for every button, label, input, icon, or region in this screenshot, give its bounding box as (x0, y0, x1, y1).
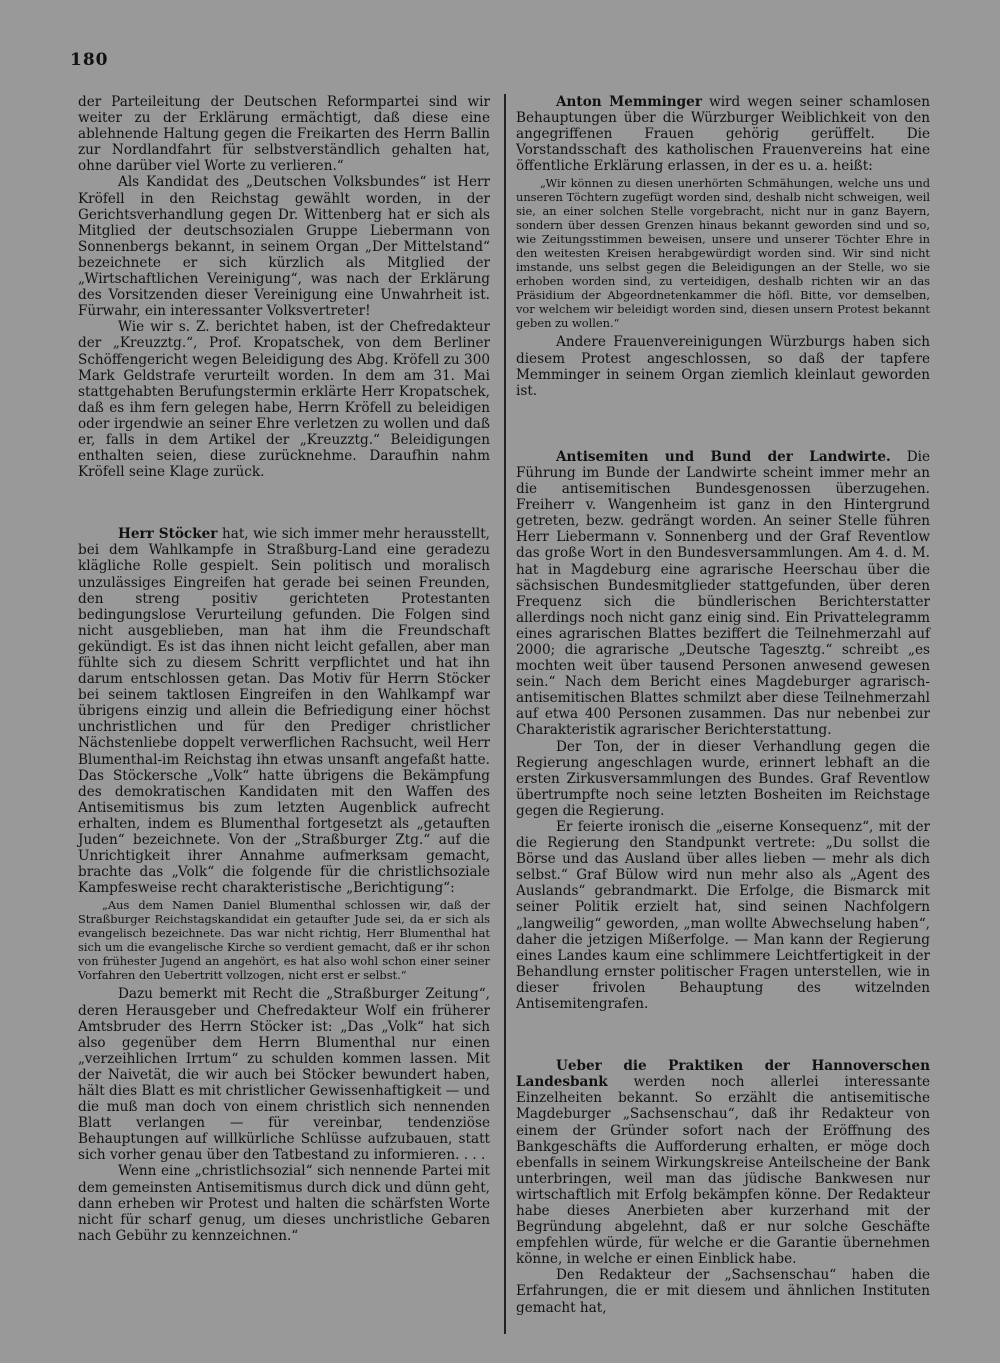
memminger-heading: Anton Memminger (556, 94, 702, 110)
landesbank-paragraph-2: Den Redakteur der „Sachsenschau“ haben die Erfahrungen, die er mit diesem und ähnlichen Instituten gemacht hat, (516, 1267, 930, 1316)
section-spacer (516, 399, 930, 449)
left-column (78, 94, 490, 1244)
stoecker-paragraph-1 (78, 526, 490, 896)
memminger-quote: „Wir können zu diesen unerhörten Schmähungen, welche uns und unseren Töchtern zugefügt worden sind, deshalb nicht schweigen, weil sie, an einer solchen Stelle vorgebracht, nicht nur in ganz Bayern, sondern über dessen Grenzen hinaus bekannt geworden sind und so, wie Zeitungsstimmen beweisen, unsere und unserer Töchter Ehre in den weitesten Kreisen herabgewürdigt worden sind. Wir sind nicht imstande, uns selbst gegen die Beleidigungen an der Stelle, wo sie erhoben worden sind, zu verteidigen, deshalb richten wir an das Präsidium der Abgeordnetenkammer die höfl. Bitte, vor demselben, vor welchem wir beleidigt worden sind, diesen unsern Protest bekannt geben zu wollen.“ (516, 176, 930, 331)
memminger-paragraph-1-text: wird wegen seiner schamlosen Behauptungen über die Würzburger Weiblichkeit von den angegriffenen Frauen gehörig gerüffelt. Die Vorstandsschaft des katholischen Frauenvereins hat eine öffentliche Erklärung erlassen, in der es u. a. heißt: (516, 94, 930, 175)
right-column (516, 94, 930, 1316)
bund-paragraph-1-text: Die Führung im Bunde der Landwirte scheint immer mehr an die antisemitischen Bundesgenossen überzugehen. Freiherr v. Wangenheim ist ganz in den Hintergrund getreten, bezw. gedrängt worden. An seiner Stelle führen Herr Liebermann v. Sonnenberg und der Graf Reventlow das große Wort in den Bundesversammlungen. Am 4. d. M. hat in Magdeburg eine agrarische Heerschau über die sächsischen Bundesmitglieder stattgefunden, über deren Frequenz sich die bündlerischen Berichterstatter allerdings noch nicht ganz einig sind. Ein Privattelegramm eines agrarischen Blattes beziffert die Teilnehmerzahl auf 2000; die agrarische „Deutsche Tagesztg.“ schreibt „es mochten weit über tausend Personen anwesend gewesen sein.“ Nach dem Bericht eines Magdeburger agrarisch-antisemitischen Blattes schmilzt aber diese Teilnehmerzahl auf etwa 400 Personen zusammen. Das nur nebenbei zur Charakteristik agrarischer Berichterstattung. (516, 448, 930, 739)
stoecker-heading: Herr Stöcker (118, 526, 218, 543)
left-paragraph-2: Als Kandidat des „Deutschen Volksbundes“ ist Herr Kröfell in den Reichstag gewählt worden, in der Gerichtsverhandlung gegen Dr. Wittenberg hat er sich als Mitglied der deutschsozialen Gruppe Liebermann von Sonnenbergs bekannt, in seinem Organ „Der Mittelstand“ bezeichnete er sich kürzlich als Mitglied der „Wirtschaftlichen Vereinigung“, was nach der Erklärung des Vorsitzenden dieser Vereinigung eine Unwahrheit ist. Fürwahr, ein interessanter Volksvertreter! (78, 174, 490, 320)
landesbank-paragraph-1 (516, 1058, 930, 1267)
column-divider (504, 94, 506, 1334)
left-paragraph-3: Wie wir s. Z. berichtet haben, ist der Chefredakteur der „Kreuzztg.“, Prof. Kropatschek, von dem Berliner Schöffengericht wegen Beleidigung des Abg. Kröfell zu 300 Mark Geldstrafe verurteilt worden. In dem am 31. Mai stattgehabten Berufungstermin erklärte Herr Kropatschek, daß es ihm fern gelegen habe, Herrn Kröfell zu beleidigen oder irgendwie an seiner Ehre verletzen zu wollen und daß er, falls in dem Artikel der „Kreuzztg.“ Beleidigungen enthalten seien, diese zurücknehme. Daraufhin nahm Kröfell seine Klage zurück. (78, 319, 490, 481)
bund-paragraph-3: Er feierte ironisch die „eiserne Konsequenz“, mit der die Regierung den Standpunkt vertrete: „Du sollst die Börse und das Ausland über alles lieben — mehr als dich selbst.“ Graf Bülow wird nun mehr also als „Agent des Auslands“ gebrandmarkt. Die Erfolge, die Bismarck mit seiner Politik erzielt hat, sind seinen Nachfolgern „langweilig“ geworden, „man wollte Abwechselung haben“, daher die jetzigen Mißerfolge. — Man kann der Regierung eines Landes kaum eine schlimmere Leichtfertigkeit in der Behandlung ernster politischer Fragen unterstellen, wie in dieser frivolen Behauptung des witzelnden Antisemitengrafen. (516, 819, 930, 1013)
landesbank-heading: Ueber die Praktiken der Hannoverschen Landesbank (516, 1058, 930, 1091)
page-number: 180 (70, 50, 109, 70)
memminger-paragraph-1 (516, 94, 930, 174)
memminger-paragraph-2: Andere Frauenvereinigungen Würzburgs haben sich diesem Protest angeschlossen, so daß der tapfere Memminger in seinem Organ ziemlich kleinlaut geworden ist. (516, 334, 930, 399)
stoecker-paragraph-1-text: hat, wie sich immer mehr herausstellt, bei dem Wahlkampfe in Straßburg-Land eine geradezu klägliche Rolle gespielt. Sein politisch und moralisch unzulässiges Eingreifen hat gerade bei seinen Freunden, den streng positiv gerichteten Protestanten bedingungslose Verurteilung gefunden. Die Folgen sind nicht ausgeblieben, man hat ihm die Freundschaft gekündigt. Es ist das ihnen nicht leicht gefallen, aber man fühlte sich zu diesem Schritt verpflichtet und hat ihn darum entschlossen getan. Das Motiv für Herrn Stöcker bei seinem taktlosen Eingreifen in den Wahlkampf war übrigens einzig und allein die Befriedigung einer höchst unchristlichen und für den Prediger christlicher Nächstenliebe doppelt verwerflichen Rachsucht, weil Herr Blumenthal-im Reichstag ihn etwas unsanft angefaßt hatte. Das Stöckersche „Volk“ hatte übrigens die Bekämpfung des demokratischen Kandidaten mit den Waffen des Antisemitismus bis zum letzten Augenblick aufrecht erhalten, indem es Blumenthal fortgesetzt als „getauften Juden“ bezeichnete. Von der „Straßburger Ztg.“ auf die Unrichtigkeit ihrer Annahme aufmerksam gemacht, brachte das „Volk“ die folgende für die christlichsoziale Kampfesweise recht charakteristische „Berichtigung“: (78, 526, 490, 897)
landesbank-paragraph-1-text: werden noch allerlei interessante Einzelheiten bekannt. So erzählt die antisemitische Magdeburger „Sachsenschau“, daß ihr Redakteur von einem der Gründer sofort nach der Eröffnung des Bankgeschäfts die Aufforderung erhalten, er möge doch ebenfalls in seinem Wirkungskreise Anteilscheine der Bank unterbringen, weil man das jüdische Bankwesen nur wirtschaftlich mit Erfolg bekämpfen könne. Der Redakteur habe dieses Anerbieten aber kurzerhand mit der Begründung abgelehnt, daß er nur solche Geschäfte empfehlen würde, für welche er die Garantie übernehmen könne, in welche er einen Einblick habe. (516, 1074, 930, 1268)
bund-paragraph-2: Der Ton, der in dieser Verhandlung gegen die Regierung angeschlagen wurde, erinnert lebhaft an die ersten Zirkusversammlungen des Bundes. Graf Reventlow übertrumpfte noch seine letzten Bosheiten im Reichstage gegen die Regierung. (516, 738, 930, 819)
section-spacer (78, 480, 490, 526)
stoecker-paragraph-3: Wenn eine „christlichsozial“ sich nennende Partei mit dem gemeinsten Antisemitismus durch dick und dünn geht, dann erheben wir Protest und halten die schärfsten Worte nicht für scharf genug, um dieses unchristliche Gebaren nach Gebühr zu kennzeichnen.“ (78, 1163, 490, 1244)
bund-paragraph-1 (516, 449, 930, 739)
stoecker-paragraph-2: Dazu bemerkt mit Recht die „Straßburger Zeitung“, deren Herausgeber und Chefredakteur Wolf ein früherer Amtsbruder des Herrn Stöcker ist: „Das „Volk“ hat sich also gegenüber dem Herrn Blumenthal nur einen „verzeihlichen Irrtum“ zu schulden kommen lassen. Mit der Naivetät, die wir auch bei Stöcker bewundert haben, hält dies Blatt es mit christlicher Gewissenhaftigkeit — und die muß man doch von einem christlich sich nennenden Blatt verlangen — für vereinbar, tendenziöse Behauptungen auf willkürliche Schlüsse aufzubauen, statt sich vorher genau über den Tatbestand zu informieren. . . . (78, 986, 490, 1164)
section-spacer (516, 1012, 930, 1058)
stoecker-quote: „Aus dem Namen Daniel Blumenthal schlossen wir, daß der Straßburger Reichstagskandidat ein getaufter Jude sei, da er sich als evangelisch bezeichnete. Das war nicht richtig, Herr Blumenthal hat sich um die evangelische Kirche so verdient gemacht, daß er ihr schon von frühester Jugend an angehört, es hat also wohl schon einer seiner Vorfahren den Uebertritt vollzogen, nicht erst er selbst.“ (78, 898, 490, 983)
bund-heading: Antisemiten und Bund der Landwirte. (556, 448, 891, 465)
left-paragraph-1: der Parteileitung der Deutschen Reformpartei sind wir weiter zu der Erklärung ermächtigt, daß diese eine ablehnende Haltung gegen die Freikarten des Herrn Ballin zur Nordlandfahrt für selbstverständlich gehalten hat, ohne darüber viel Worte zu verlieren.“ (78, 94, 490, 175)
